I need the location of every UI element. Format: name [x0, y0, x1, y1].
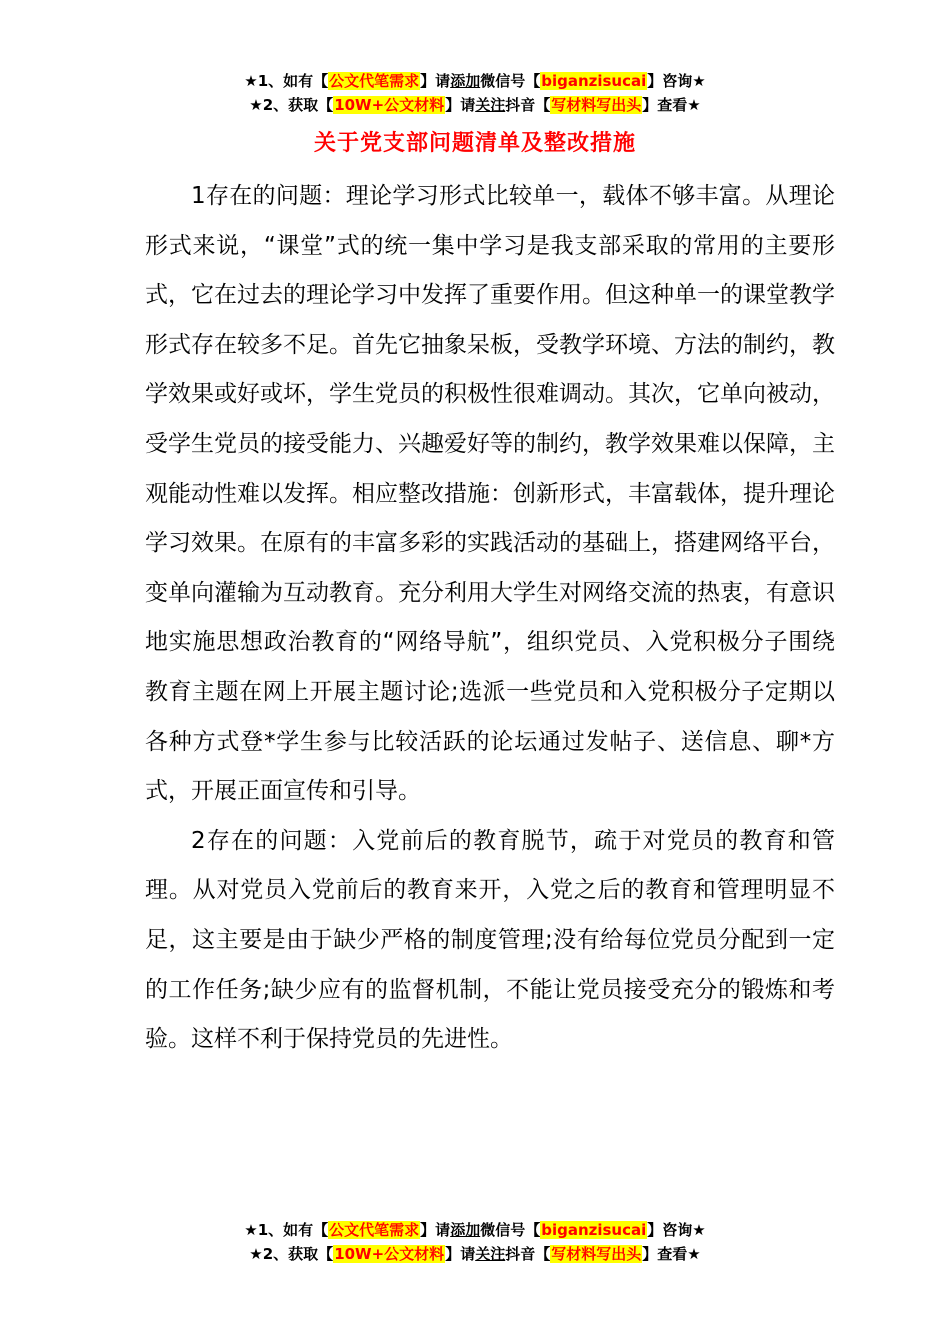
star-icon: ★	[244, 72, 258, 90]
banner-line-1	[0, 69, 950, 93]
banner-highlight: 公文代笔需求	[329, 72, 420, 90]
banner-highlight: 公文代笔需求	[329, 1221, 420, 1239]
paragraph-2: 2存在的问题：入党前后的教育脱节，疏于对党员的教育和管理。从对党员入党前后的教育来开，入党之后的教育和管理明显不足，这主要是由于缺少严格的制度管理;没有给每位党员分配到一定的工作任务;缺少应有的监督机制，不能让党员接受充分的锻炼和考验。这样不利于保持党员的先进性。	[145, 827, 835, 1053]
banner-text: 】请	[445, 96, 476, 114]
banner-text: 】查看★	[642, 1245, 701, 1263]
banner-text: 】请	[445, 1245, 476, 1263]
banner-text: 】请	[420, 72, 451, 90]
banner-text: 抖音【	[505, 96, 551, 114]
banner-text: 2、获取【	[262, 96, 334, 114]
banner-underlined: 添加	[450, 1221, 481, 1239]
banner-text: 】咨询★	[647, 1221, 706, 1239]
banner-highlight: 10W+公文材料	[334, 96, 445, 114]
banner-line-2	[0, 1242, 950, 1266]
banner-line-2	[0, 93, 950, 117]
star-icon: ★	[249, 1245, 263, 1263]
banner-wechat-id: biganzisucai	[541, 72, 647, 90]
star-icon: ★	[249, 96, 263, 114]
banner-text: 】咨询★	[647, 72, 706, 90]
star-icon: ★	[244, 1221, 258, 1239]
banner-text: 1、如有【	[257, 72, 329, 90]
banner-highlight: 10W+公文材料	[334, 1245, 445, 1263]
banner-underlined: 关注	[475, 1245, 506, 1263]
header-banner	[0, 69, 950, 117]
footer-banner	[0, 1218, 950, 1266]
banner-underlined: 关注	[475, 96, 506, 114]
banner-wechat-id: biganzisucai	[541, 1221, 647, 1239]
banner-douyin-id: 写材料写出头	[551, 96, 642, 114]
document-title: 关于党支部问题清单及整改措施	[313, 131, 636, 156]
banner-text: 2、获取【	[262, 1245, 334, 1263]
banner-text: 】查看★	[642, 96, 701, 114]
banner-line-1	[0, 1218, 950, 1242]
banner-text: 微信号【	[480, 1221, 541, 1239]
banner-douyin-id: 写材料写出头	[551, 1245, 642, 1263]
banner-text: 1、如有【	[257, 1221, 329, 1239]
banner-text: 】请	[420, 1221, 451, 1239]
document-body	[145, 172, 835, 1065]
banner-underlined: 添加	[450, 72, 481, 90]
banner-text: 微信号【	[480, 72, 541, 90]
paragraph-1: 1存在的问题：理论学习形式比较单一，载体不够丰富。从理论形式来说，“课堂”式的统一集中学习是我支部采取的常用的主要形式，它在过去的理论学习中发挥了重要作用。但这种单一的课堂教学形式存在较多不足。首先它抽象呆板，受教学环境、方法的制约，教学效果或好或坏，学生党员的积极性很难调动。其次，它单向被动，受学生党员的接受能力、兴趣爱好等的制约，教学效果难以保障，主观能动性难以发挥。相应整改措施：创新形式，丰富载体，提升理论学习效果。在原有的丰富多彩的实践活动的基础上，搭建网络平台，变单向灌输为互动教育。充分利用大学生对网络交流的热衷，有意识地实施思想政治教育的“网络导航”，组织党员、入党积极分子围绕教育主题在网上开展主题讨论;选派一些党员和入党积极分子定期以各种方式登*学生参与比较活跃的论坛通过发帖子、送信息、聊*方式，开展正面宣传和引导。	[145, 183, 835, 805]
banner-text: 抖音【	[505, 1245, 551, 1263]
